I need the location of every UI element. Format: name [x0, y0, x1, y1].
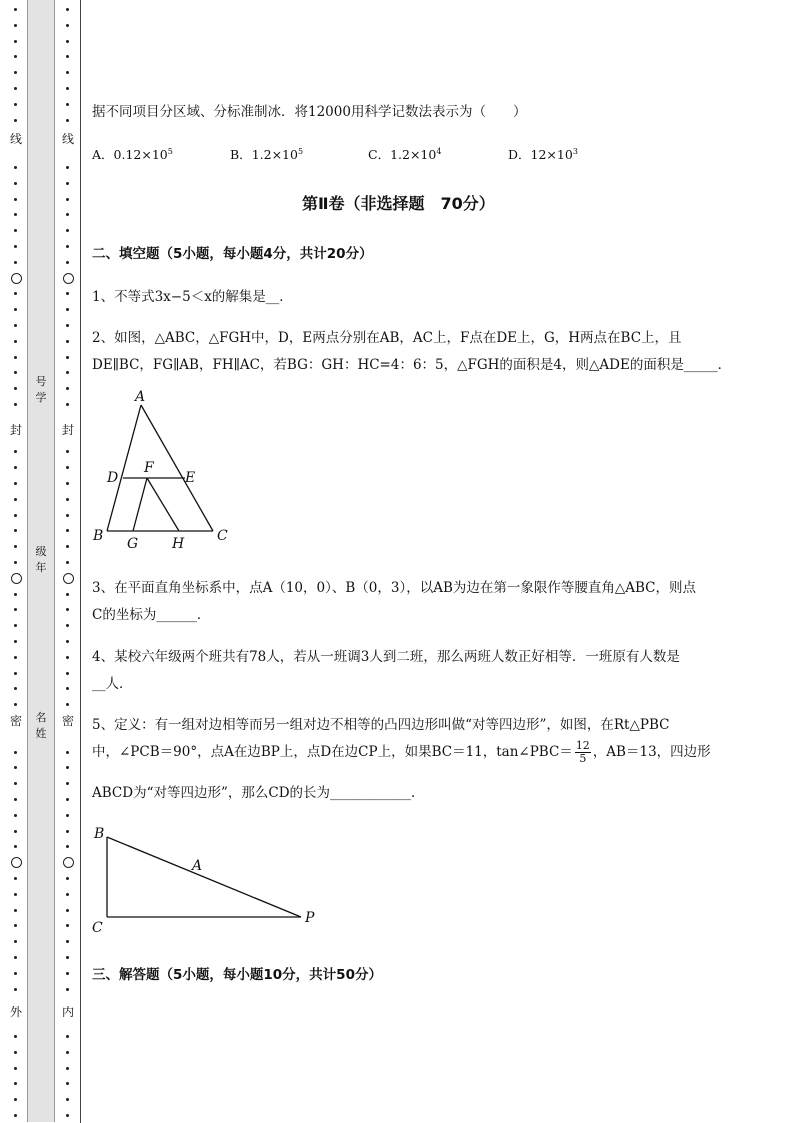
label-p: P	[305, 910, 315, 926]
gutter-dot	[66, 482, 69, 485]
gutter-dot	[14, 672, 17, 675]
gutter-dot	[66, 387, 69, 390]
gutter-dot	[14, 593, 17, 596]
gutter-dot	[14, 608, 17, 611]
question-2-line2: DE∥BC，FG∥AB，FH∥AC，若BG：GH：HC=4：6：5，△FGH的面积是4，则△ADE的面积是_____．	[92, 357, 732, 373]
gutter-dot	[14, 1114, 17, 1117]
gutter-dot	[66, 940, 69, 943]
gutter-dot	[66, 166, 69, 169]
gutter-dot	[66, 830, 69, 833]
gutter-dot	[66, 8, 69, 11]
gutter-dot	[66, 924, 69, 927]
gutter-dot	[66, 1098, 69, 1101]
inner-char-xian: 线	[62, 132, 75, 146]
gutter-dot	[66, 814, 69, 817]
section2-heading: 二、填空题（5小题，每小题4分，共计20分）	[92, 246, 373, 262]
gutter-dot	[14, 245, 17, 248]
gutter-dot	[14, 1082, 17, 1085]
gutter-dot	[66, 751, 69, 754]
gutter-dot	[66, 956, 69, 959]
outer-char-wai: 外	[10, 1005, 23, 1019]
binding-line	[80, 0, 81, 1123]
gutter-dot	[14, 213, 17, 216]
gutter-dot	[14, 830, 17, 833]
gutter-dot	[66, 40, 69, 43]
gutter-dot	[14, 529, 17, 532]
gutter-dot	[14, 71, 17, 74]
gutter-dot	[14, 703, 17, 706]
gutter-dot	[14, 940, 17, 943]
gutter-dot	[66, 593, 69, 596]
outer-gutter	[10, 0, 22, 1123]
gutter-dot	[66, 292, 69, 295]
gutter-dot	[66, 356, 69, 359]
gutter-dot	[14, 845, 17, 848]
gutter-dot	[66, 561, 69, 564]
gutter-dot	[66, 703, 69, 706]
gutter-dot	[66, 1035, 69, 1038]
label-c: C	[92, 920, 103, 936]
gutter-dot	[14, 909, 17, 912]
gutter-dot	[14, 498, 17, 501]
inner-char-mi: 密	[62, 714, 75, 728]
segment-fh	[147, 478, 179, 531]
gutter-dot	[14, 545, 17, 548]
gutter-dot	[66, 324, 69, 327]
gutter-dot	[66, 119, 69, 122]
gutter-dot	[14, 482, 17, 485]
gutter-dot	[66, 893, 69, 896]
gutter-dot	[14, 893, 17, 896]
label-f: F	[144, 460, 154, 476]
gutter-dot	[66, 514, 69, 517]
question-1: 1、不等式3x−5＜x的解集是__．	[92, 289, 293, 305]
gutter-dot	[14, 624, 17, 627]
gutter-dot	[14, 166, 17, 169]
inner-char-feng: 封	[62, 423, 75, 437]
gutter-circle	[11, 573, 22, 584]
gutter-dot	[14, 55, 17, 58]
gutter-dot	[66, 308, 69, 311]
gutter-dot	[14, 561, 17, 564]
gutter-dot	[14, 87, 17, 90]
gutter-dot	[66, 909, 69, 912]
gutter-dot	[14, 198, 17, 201]
gutter-dot	[66, 766, 69, 769]
gutter-dot	[66, 450, 69, 453]
gutter-dot	[66, 640, 69, 643]
student-id-label: 号学	[35, 375, 47, 404]
gutter-dot	[66, 988, 69, 991]
gutter-dot	[14, 972, 17, 975]
gutter-dot	[66, 71, 69, 74]
gutter-dot	[66, 672, 69, 675]
name-label: 名姓	[35, 711, 47, 740]
option-a: A．$0.12\times 10^5$	[92, 146, 173, 162]
label-b: B	[94, 826, 105, 842]
gutter-dot	[14, 988, 17, 991]
side-ab	[107, 405, 141, 531]
gutter-dot	[66, 1114, 69, 1117]
gutter-dot	[66, 340, 69, 343]
question-5-line2: 中，∠PCB＝90°，点A在边BP上，点D在边CP上，如果BC＝11，tan∠PBC＝ $\frac{12}{5}$ ，AB＝13，四边形	[92, 739, 711, 765]
gutter-dot	[14, 40, 17, 43]
gutter-circle	[11, 857, 22, 868]
gutter-circle	[63, 273, 74, 284]
gutter-dot	[14, 687, 17, 690]
side-bp	[107, 837, 301, 917]
gutter-dot	[14, 403, 17, 406]
gutter-dot	[14, 766, 17, 769]
part2-title: 第Ⅱ卷（非选择题 70分）	[302, 194, 495, 213]
label-e: E	[185, 470, 196, 486]
gutter-dot	[66, 229, 69, 232]
label-g: G	[127, 536, 139, 552]
gutter-dot	[66, 213, 69, 216]
gutter-dot	[66, 1051, 69, 1054]
gutter-dot	[66, 371, 69, 374]
gutter-dot	[14, 24, 17, 27]
question-3-line1: 3、在平面直角坐标系中，点A（10，0）、B（0，3），以AB为边在第一象限作等腰直角△ABC，则点	[92, 580, 697, 596]
gutter-dot	[14, 324, 17, 327]
gutter-dot	[14, 751, 17, 754]
gutter-dot	[14, 450, 17, 453]
gutter-dot	[14, 1098, 17, 1101]
gutter-dot	[14, 387, 17, 390]
question-4-line2: __人．	[92, 676, 133, 692]
outer-char-feng: 封	[10, 423, 23, 437]
gutter-dot	[66, 182, 69, 185]
label-c: C	[217, 528, 228, 544]
gutter-dot	[66, 198, 69, 201]
gutter-dot	[14, 182, 17, 185]
gutter-dot	[14, 640, 17, 643]
gutter-dot	[66, 624, 69, 627]
question-4-line1: 4、某校六年级两个班共有78人，若从一班调3人到二班，那么两班人数正好相等．一班原有人数是	[92, 649, 680, 665]
gutter-dot	[14, 308, 17, 311]
outer-char-mi: 密	[10, 714, 23, 728]
gutter-dot	[14, 814, 17, 817]
inner-char-nei: 内	[62, 1005, 75, 1019]
section3-heading: 三、解答题（5小题，每小题10分，共计50分）	[92, 967, 382, 983]
option-d: D．$12\times 10^3$	[508, 146, 578, 162]
gutter-circle	[63, 573, 74, 584]
gutter-dot	[14, 1035, 17, 1038]
gutter-dot	[66, 972, 69, 975]
label-a: A	[192, 858, 203, 874]
label-d: D	[107, 470, 119, 486]
question-2-line1: 2、如图，△ABC，△FGH中，D，E两点分别在AB，AC上，F点在DE上，G，H两点在BC上，且	[92, 330, 682, 346]
gutter-dot	[14, 292, 17, 295]
gutter-dot	[66, 545, 69, 548]
question-5-line1: 5、定义：有一组对边相等而另一组对边不相等的凸四边形叫做“对等四边形”，如图，在Rt△PBC	[92, 717, 670, 733]
grade-label: 级年	[35, 545, 47, 574]
tan-fraction: $\frac{12}{5}$	[575, 739, 590, 765]
question-5-line3: ABCD为“对等四边形”，那么CD的长为____________．	[92, 785, 425, 801]
option-c: C．$1.2\times 10^4$	[368, 146, 442, 162]
right-triangle-figure	[88, 820, 328, 940]
gutter-circle	[11, 273, 22, 284]
gutter-dot	[66, 466, 69, 469]
gutter-dot	[66, 245, 69, 248]
question-intro: 据不同项目分区域、分标准制冰．将12000用科学记数法表示为（ ）	[92, 104, 527, 120]
gutter-dot	[14, 1051, 17, 1054]
segment-fg	[133, 478, 147, 531]
gutter-dot	[14, 261, 17, 264]
gutter-dot	[14, 340, 17, 343]
gutter-dot	[66, 55, 69, 58]
gutter-dot	[66, 1067, 69, 1070]
gutter-dot	[66, 403, 69, 406]
gutter-dot	[14, 656, 17, 659]
gutter-dot	[66, 877, 69, 880]
gutter-dot	[14, 798, 17, 801]
gutter-dot	[14, 8, 17, 11]
gutter-dot	[14, 119, 17, 122]
gutter-dot	[66, 87, 69, 90]
gutter-dot	[14, 924, 17, 927]
gutter-dot	[14, 956, 17, 959]
gutter-dot	[14, 877, 17, 880]
gutter-dot	[66, 103, 69, 106]
gutter-dot	[66, 261, 69, 264]
gutter-dot	[66, 24, 69, 27]
gutter-dot	[14, 514, 17, 517]
gutter-dot	[66, 498, 69, 501]
label-h: H	[172, 536, 185, 552]
gutter-dot	[14, 1067, 17, 1070]
gutter-dot	[14, 356, 17, 359]
label-a: A	[135, 389, 146, 405]
outer-char-xian: 线	[10, 132, 23, 146]
gutter-dot	[66, 782, 69, 785]
question-3-line2: C的坐标为______．	[92, 607, 211, 623]
gutter-dot	[66, 798, 69, 801]
option-b: B．$1.2\times 10^5$	[230, 146, 304, 162]
gutter-dot	[14, 782, 17, 785]
gutter-dot	[66, 608, 69, 611]
label-b: B	[93, 528, 104, 544]
gutter-dot	[14, 103, 17, 106]
gutter-dot	[66, 845, 69, 848]
inner-gutter	[62, 0, 74, 1123]
gutter-dot	[66, 1082, 69, 1085]
gutter-dot	[14, 466, 17, 469]
triangle-figure	[88, 388, 248, 553]
gutter-dot	[66, 656, 69, 659]
gutter-dot	[14, 371, 17, 374]
gutter-dot	[14, 229, 17, 232]
gutter-circle	[63, 857, 74, 868]
gutter-dot	[66, 687, 69, 690]
gutter-dot	[66, 529, 69, 532]
